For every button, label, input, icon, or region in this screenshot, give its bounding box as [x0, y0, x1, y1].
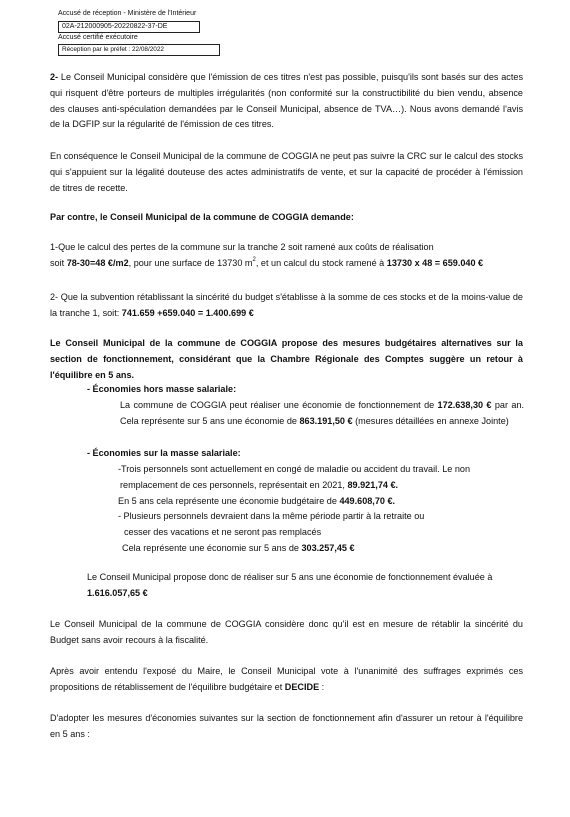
paragraph-proposal: [50, 336, 523, 383]
eco2-line-5: cesser des vacations et ne seront pas remplacés: [124, 527, 322, 538]
heading-demands-text: Par contre, le Conseil Municipal de la commune de COGGIA demande:: [50, 212, 354, 222]
eco2-line-1: -Trois personnels sont actuellement en congé de maladie ou accident du travail. Le non: [118, 464, 471, 474]
eco2-line-3: [118, 494, 524, 510]
stamp-ministry-line: Accusé de réception - Ministère de l'Intérieur: [58, 10, 197, 17]
demand-item-2: [50, 290, 523, 322]
demand-1-pre: soit: [50, 257, 67, 268]
vote-decide: DECIDE: [284, 681, 320, 692]
summary-paragraph: [87, 570, 524, 602]
eco2-title-text: - Économies sur la masse salariale:: [87, 448, 241, 458]
paragraph-vote: [50, 664, 523, 696]
eco1-title-text: - Économies hors masse salariale:: [87, 384, 237, 394]
stamp-reception-date: Réception par le préfet : 22/08/2022: [58, 44, 220, 57]
demand-1-sup: 2: [252, 256, 256, 263]
summary-total-value: 1.616.057,65 €: [87, 587, 148, 598]
paragraph-consequence: En conséquence le Conseil Municipal de la commune de COGGIA ne peut pas suivre la CRC sur le calcul des stocks qui s'appuient sur la légalité douteuse des actes administratifs de vente, et sur la capacité de procéder à l'émission de titres de recette.: [50, 151, 523, 193]
demand-1-calc: 78-30=48 €/m2: [66, 257, 129, 268]
eco1-5yr-value: 863.191,50 €: [299, 415, 353, 426]
demand-1-mid: , et un calcul du stock ramené à: [255, 257, 387, 268]
paragraph-titles-issuance: [50, 70, 523, 133]
paragraph-sincerity: Le Conseil Municipal de la commune de COGGIA considère donc qu'il est en mesure de rétablir la sincérité du Budget sans avoir recours à la fiscalité.: [50, 619, 523, 645]
stamp-certified-line: Accusé certifié exécutoire: [58, 34, 138, 41]
summary-text: Le Conseil Municipal propose donc de réaliser sur 5 ans une économie de fonctionnement évaluée à: [87, 572, 493, 582]
paragraph-number: 2-: [50, 72, 59, 82]
eco2-title: [87, 446, 241, 462]
eco2-retirement-value: 303.257,45 €: [301, 542, 355, 553]
eco1-body: [120, 398, 524, 430]
vote-text: Après avoir entendu l'exposé du Maire, le Conseil Municipal vote à l'unanimité des suffrages exprimés ces propositions de rétablissement de l'équilibre budgétaire et: [50, 666, 523, 692]
eco1-text-b: par an. Cela représente sur 5 ans une économie de: [120, 400, 524, 426]
eco2-line-2: [118, 478, 524, 494]
eco2-line-3-text: En 5 ans cela représente une économie budgétaire de: [118, 495, 340, 506]
eco1-text-c: (mesures détaillées en annexe Jointe): [352, 415, 509, 426]
heading-demands: [50, 210, 523, 226]
eco1-annual-value: 172.638,30 €: [437, 400, 492, 410]
eco2-line-2-text: remplacement de ces personnels, représentait en 2021,: [120, 479, 348, 490]
demand-1-result: 13730 x 48 = 659.040 €: [386, 257, 484, 268]
demand-item-1: [50, 240, 523, 272]
eco1-title: [87, 382, 236, 398]
eco2-body: [118, 462, 524, 557]
paragraph-proposal-text: Le Conseil Municipal de la commune de COGGIA propose des mesures budgétaires alternatives sur la section de fonctionnement, considérant que la Chambre Régionale des Comptes suggère un retour à l'équilibre en 5 ans.: [50, 338, 523, 380]
paragraph-adopt: D'adopter les mesures d'économies suivantes sur la section de fonctionnement afin d'assurer un retour à l'équilibre en 5 ans :: [50, 713, 523, 739]
demand-2-result: 741.659 +659.040 = 1.400.699 €: [121, 307, 254, 318]
eco2-line-6: [118, 541, 524, 557]
eco2-5yr-value: 449.608,70 €.: [339, 495, 396, 506]
demand-1-line1: 1-Que le calcul des pertes de la commune sur la tranche 2 soit ramené aux coûts de réalisation: [50, 242, 434, 252]
eco1-text-a: La commune de COGGIA peut réaliser une économie de fonctionnement de: [120, 400, 438, 410]
eco2-2021-value: 89.921,74 €.: [347, 479, 399, 490]
eco2-line-6-text: Cela représente une économie sur 5 ans de: [122, 542, 302, 553]
vote-end: :: [319, 681, 325, 692]
stamp-act-id: 02A-212000905-20220822-37-DE: [58, 21, 200, 34]
reception-stamp: [58, 9, 220, 56]
eco2-line-4: - Plusieurs personnels devraient dans la même période partir à la retraite ou: [118, 511, 425, 522]
demand-2-text: 2- Que la subvention rétablissant la sincérité du budget s'établisse à la somme de ces stocks et de la moins-value de la tranche 1, soit:: [50, 292, 523, 318]
paragraph-text: Le Conseil Municipal considère que l'émission de ces titres n'est pas possible, puisqu'ils sont basés sur des actes qui risquent d'être porteurs de multiples irrégularités (non conformité sur la constructibilité du bien vendu, absence des clauses anti-spéculation demandées par le Conseil Municipal, absence de TVA…). Nous avons demandé l'avis de la DGFIP sur la régularité de l'émission de ces titres.: [50, 72, 523, 130]
demand-1-surface: , pour une surface de 13730 m: [128, 257, 253, 268]
